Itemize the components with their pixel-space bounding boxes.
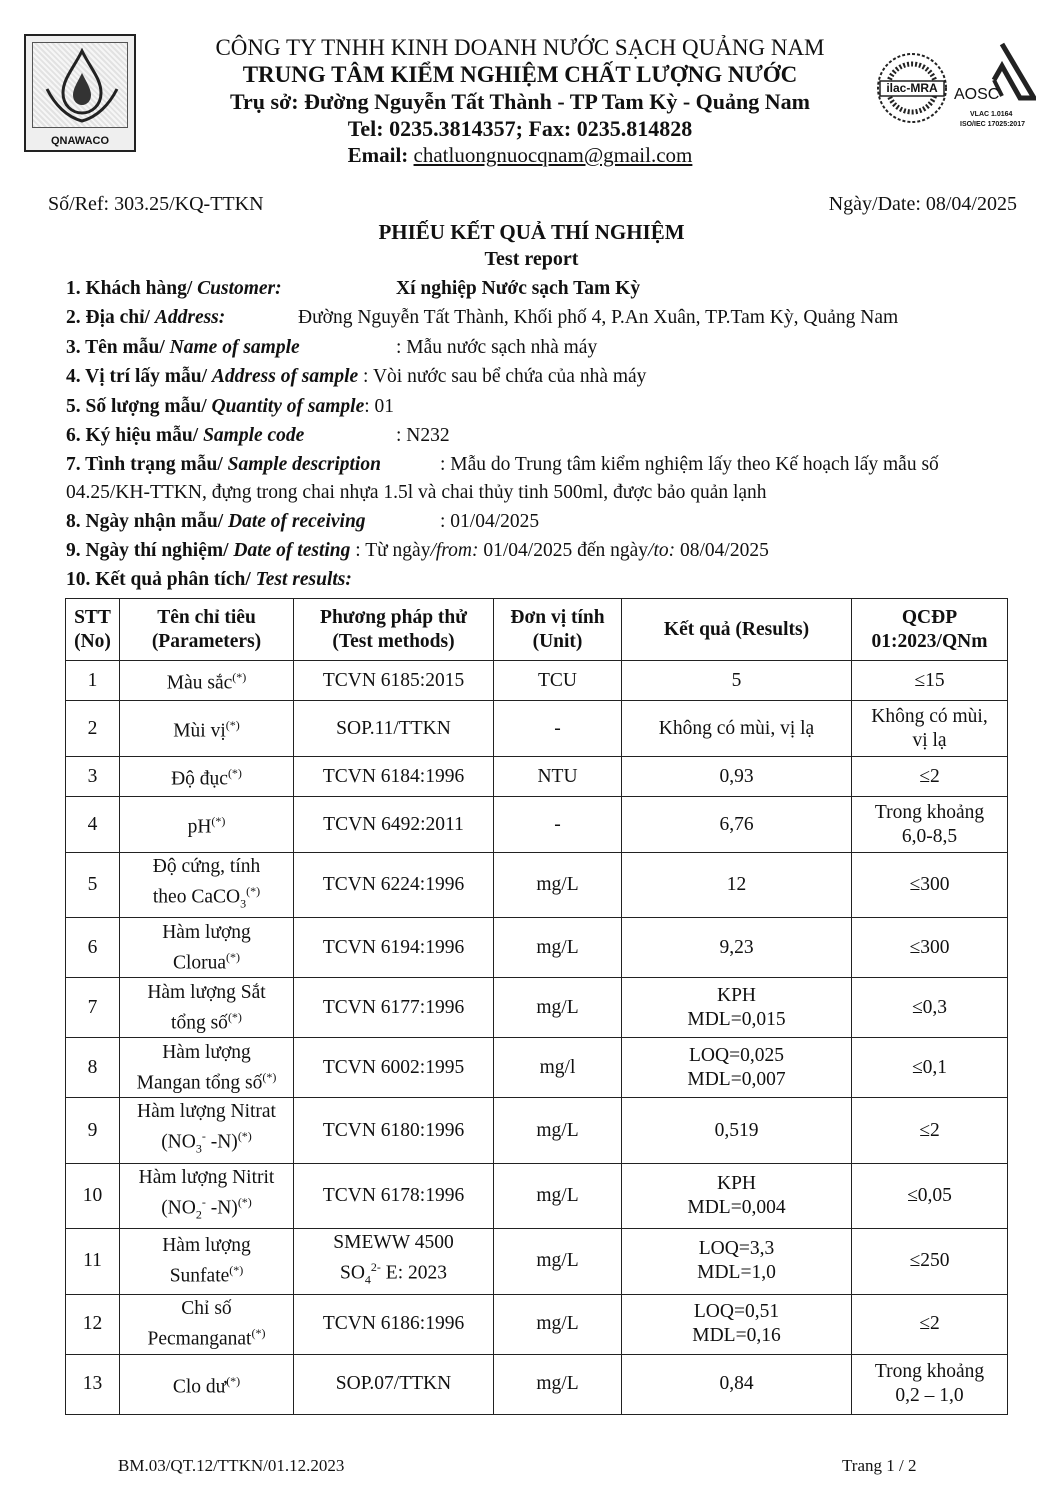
cell-parameter: Hàm lượng Nitrit ($NO_2^-$ -N)(*) [120, 1163, 294, 1228]
cell-standard: Trong khoảng 6,0-8,5 [852, 797, 1008, 853]
info-address [66, 307, 899, 329]
testing-from-en: /from: [430, 540, 479, 561]
table-row [66, 1354, 1008, 1414]
cell-method: TCVN 6178:1996 [294, 1163, 494, 1228]
cell-no: 7 [66, 978, 120, 1038]
cell-result: 6,76 [622, 797, 852, 853]
quantity-value: : 01 [364, 396, 395, 417]
company-name: CÔNG TY TNHH KINH DOANH NƯỚC SẠCH QUẢNG NAM [215, 35, 825, 60]
phone-fax: Tel: 0235.3814357; Fax: 0235.814828 [347, 116, 693, 141]
aosc-accreditation-logo [954, 40, 1036, 140]
cell-no: 12 [66, 1294, 120, 1354]
cell-method: TCVN 6224:1996 [294, 853, 494, 918]
info-quantity [66, 396, 394, 418]
testing-label: 9. Ngày thí nghiệm/ [66, 540, 234, 561]
cell-result: LOQ=0,51 MDL=0,16 [622, 1294, 852, 1354]
cell-unit: mg/L [494, 1229, 622, 1294]
description-continuation: 04.25/KH-TTKN, đựng trong chai nhựa 1.5l và chai thủy tinh 500ml, được bảo quản lạnh [66, 482, 767, 503]
header-results: Kết quả (Results) [622, 599, 852, 661]
cell-result: 0,519 [622, 1098, 852, 1163]
testing-from-value: 01/04/2025 đến ngày [478, 540, 649, 561]
cell-method: SMEWW 4500 $SO_4^{2-}$ E: 2023 [294, 1229, 494, 1294]
cell-standard: ≤2 [852, 1294, 1008, 1354]
info-sample-code [66, 425, 450, 447]
info-sample-description [66, 454, 939, 476]
info-testing-date [66, 540, 769, 562]
header-unit: Đơn vị tính (Unit) [494, 599, 622, 661]
sample-name-label-en: Name of sample [169, 337, 300, 358]
cell-parameter: Mùi vị(*) [120, 701, 294, 757]
cell-no: 5 [66, 853, 120, 918]
cell-method: TCVN 6186:1996 [294, 1294, 494, 1354]
cell-result: 0,84 [622, 1354, 852, 1414]
description-label-en: Sample description [227, 454, 381, 475]
table-row [66, 1163, 1008, 1228]
cell-no: 10 [66, 1163, 120, 1228]
page-number: Trang 1 / 2 [842, 1456, 917, 1475]
info-test-results [66, 569, 352, 591]
location-value: : Vòi nước sau bể chứa của nhà máy [358, 366, 647, 387]
cell-result: Không có mùi, vị lạ [622, 701, 852, 757]
email-label: Email: [347, 143, 414, 167]
header-no: STT (No) [66, 599, 120, 661]
cell-parameter: Màu sắc(*) [120, 661, 294, 701]
cell-unit: mg/L [494, 978, 622, 1038]
cell-parameter: Hàm lượng Nitrat ($NO_3^-$ -N)(*) [120, 1098, 294, 1163]
table-row [66, 1294, 1008, 1354]
sample-code-label: 6. Ký hiệu mẫu/ [66, 425, 204, 446]
testing-label-en: Date of testing [233, 540, 351, 561]
address-label-en: Address: [154, 307, 226, 328]
info-sample-name [66, 337, 598, 359]
cell-result: LOQ=0,025 MDL=0,007 [622, 1038, 852, 1098]
testing-to-en: /to: [648, 540, 676, 561]
sample-code-label-en: Sample code [203, 425, 305, 446]
cell-standard: ≤0,3 [852, 978, 1008, 1038]
cell-unit: TCU [494, 661, 622, 701]
cell-no: 2 [66, 701, 120, 757]
table-row [66, 853, 1008, 918]
cell-unit: - [494, 797, 622, 853]
table-row [66, 1098, 1008, 1163]
logo-emblem-icon [32, 42, 128, 128]
cell-standard: Trong khoảng 0,2 – 1,0 [852, 1354, 1008, 1414]
form-code: BM.03/QT.12/TTKN/01.12.2023 [118, 1456, 345, 1475]
report-date: Ngày/Date: 08/04/2025 [828, 193, 1017, 215]
description-label: 7. Tình trạng mẫu/ [66, 454, 228, 475]
email-line [150, 142, 890, 169]
customer-label: 1. Khách hàng/ [66, 278, 198, 299]
receiving-value: : 01/04/2025 [440, 511, 540, 532]
description-value: : Mẫu do Trung tâm kiểm nghiệm lấy theo Kế hoạch lấy mẫu số [440, 454, 939, 475]
ilac-mra-logo [876, 48, 948, 128]
header-parameters: Tên chỉ tiêu (Parameters) [120, 599, 294, 661]
cell-no: 1 [66, 661, 120, 701]
cell-unit: mg/L [494, 1354, 622, 1414]
table-row [66, 1038, 1008, 1098]
company-logo [24, 34, 136, 152]
info-customer [66, 278, 641, 300]
header-standard: QCĐP 01:2023/QNm [852, 599, 1008, 661]
table-row [66, 757, 1008, 797]
cell-method: TCVN 6002:1995 [294, 1038, 494, 1098]
aosc-standard: ISO/IEC 17025:2017 [960, 121, 1025, 128]
cell-no: 8 [66, 1038, 120, 1098]
cell-standard: ≤0,05 [852, 1163, 1008, 1228]
cell-method: SOP.11/TTKN [294, 701, 494, 757]
cell-standard: Không có mùi, vị lạ [852, 701, 1008, 757]
cell-method: TCVN 6177:1996 [294, 978, 494, 1038]
cell-result: LOQ=3,3 MDL=1,0 [622, 1229, 852, 1294]
address-label: 2. Địa chỉ/ [66, 307, 155, 328]
cell-standard: ≤250 [852, 1229, 1008, 1294]
results-table [65, 598, 1008, 1415]
header-methods: Phương pháp thử (Test methods) [294, 599, 494, 661]
table-row [66, 978, 1008, 1038]
reference-number: Số/Ref: 303.25/KQ-TTKN [48, 193, 264, 215]
cell-result: KPH MDL=0,015 [622, 978, 852, 1038]
aosc-code: VLAC 1.0164 [970, 111, 1013, 118]
testing-to-value: 08/04/2025 [675, 540, 769, 561]
headquarters-address: Trụ sở: Đường Nguyễn Tất Thành - TP Tam Kỳ - Quảng Nam [230, 89, 810, 114]
cell-parameter: Độ cứng, tính theo CaCO$_3$(*) [120, 853, 294, 918]
location-label: 4. Vị trí lấy mẫu/ [66, 366, 212, 387]
cell-standard: ≤300 [852, 918, 1008, 978]
ilac-text: ilac-MRA [886, 81, 938, 95]
cell-unit: mg/L [494, 1294, 622, 1354]
cell-no: 4 [66, 797, 120, 853]
cell-parameter: Hàm lượng Clorua(*) [120, 918, 294, 978]
info-receiving-date [66, 511, 540, 533]
quantity-label: 5. Số lượng mẫu/ [66, 396, 212, 417]
cell-unit: mg/L [494, 918, 622, 978]
info-sample-location [66, 366, 646, 388]
cell-standard: ≤2 [852, 1098, 1008, 1163]
cell-parameter: Độ đục(*) [120, 757, 294, 797]
cell-parameter: Hàm lượng Sắt tổng số(*) [120, 978, 294, 1038]
cell-method: TCVN 6184:1996 [294, 757, 494, 797]
cell-standard: ≤2 [852, 757, 1008, 797]
cell-result: 12 [622, 853, 852, 918]
cell-result: 0,93 [622, 757, 852, 797]
cell-unit: mg/L [494, 1098, 622, 1163]
receiving-label: 8. Ngày nhận mẫu/ [66, 511, 228, 532]
table-row [66, 661, 1008, 701]
cell-method: SOP.07/TTKN [294, 1354, 494, 1414]
table-row [66, 797, 1008, 853]
aosc-text: AOSC [954, 86, 1000, 103]
cell-standard: ≤0,1 [852, 1038, 1008, 1098]
cell-no: 6 [66, 918, 120, 978]
cell-standard: ≤15 [852, 661, 1008, 701]
cell-unit: NTU [494, 757, 622, 797]
cell-parameter: pH(*) [120, 797, 294, 853]
cell-unit: mg/L [494, 1163, 622, 1228]
logo-brand-text: QNAWACO [50, 135, 110, 147]
cell-no: 3 [66, 757, 120, 797]
report-title-vn: PHIẾU KẾT QUẢ THÍ NGHIỆM [378, 220, 685, 244]
cell-parameter: Hàm lượng Mangan tổng số(*) [120, 1038, 294, 1098]
sample-name-value: : Mẫu nước sạch nhà máy [396, 337, 598, 358]
cell-no: 9 [66, 1098, 120, 1163]
quantity-label-en: Quantity of sample [211, 396, 365, 417]
cell-parameter: Chỉ số Pecmanganat(*) [120, 1294, 294, 1354]
cell-no: 13 [66, 1354, 120, 1414]
address-value: Đường Nguyễn Tất Thành, Khối phố 4, P.An Xuân, TP.Tam Kỳ, Quảng Nam [298, 307, 899, 328]
table-row [66, 701, 1008, 757]
cell-no: 11 [66, 1229, 120, 1294]
cell-unit: mg/l [494, 1038, 622, 1098]
table-row [66, 1229, 1008, 1294]
customer-label-en: Customer: [197, 278, 282, 299]
cell-method: TCVN 6180:1996 [294, 1098, 494, 1163]
sample-code-value: : N232 [396, 425, 450, 446]
cell-method: TCVN 6185:2015 [294, 661, 494, 701]
cell-method: TCVN 6492:2011 [294, 797, 494, 853]
cell-result: 5 [622, 661, 852, 701]
cell-result: 9,23 [622, 918, 852, 978]
table-row [66, 918, 1008, 978]
cell-parameter: Clo dư(*) [120, 1354, 294, 1414]
cell-unit: - [494, 701, 622, 757]
email-link[interactable]: chatluongnuocqnam@gmail.com [413, 143, 693, 167]
location-label-en: Address of sample [211, 366, 359, 387]
cell-standard: ≤300 [852, 853, 1008, 918]
cell-parameter: Hàm lượng Sunfate(*) [120, 1229, 294, 1294]
receiving-label-en: Date of receiving [228, 511, 366, 532]
cell-unit: mg/L [494, 853, 622, 918]
cell-method: TCVN 6194:1996 [294, 918, 494, 978]
results-label: 10. Kết quả phân tích/ [66, 569, 256, 590]
table-header-row [66, 599, 1008, 661]
letterhead [150, 34, 890, 169]
results-label-en: Test results: [255, 569, 352, 590]
center-name: TRUNG TÂM KIỂM NGHIỆM CHẤT LƯỢNG NƯỚC [242, 62, 798, 87]
report-title-en: Test report [484, 248, 579, 270]
customer-value: Xí nghiệp Nước sạch Tam Kỳ [396, 278, 641, 299]
cell-result: KPH MDL=0,004 [622, 1163, 852, 1228]
sample-name-label: 3. Tên mẫu/ [66, 337, 170, 358]
testing-from-prefix: : Từ ngày [350, 540, 431, 561]
